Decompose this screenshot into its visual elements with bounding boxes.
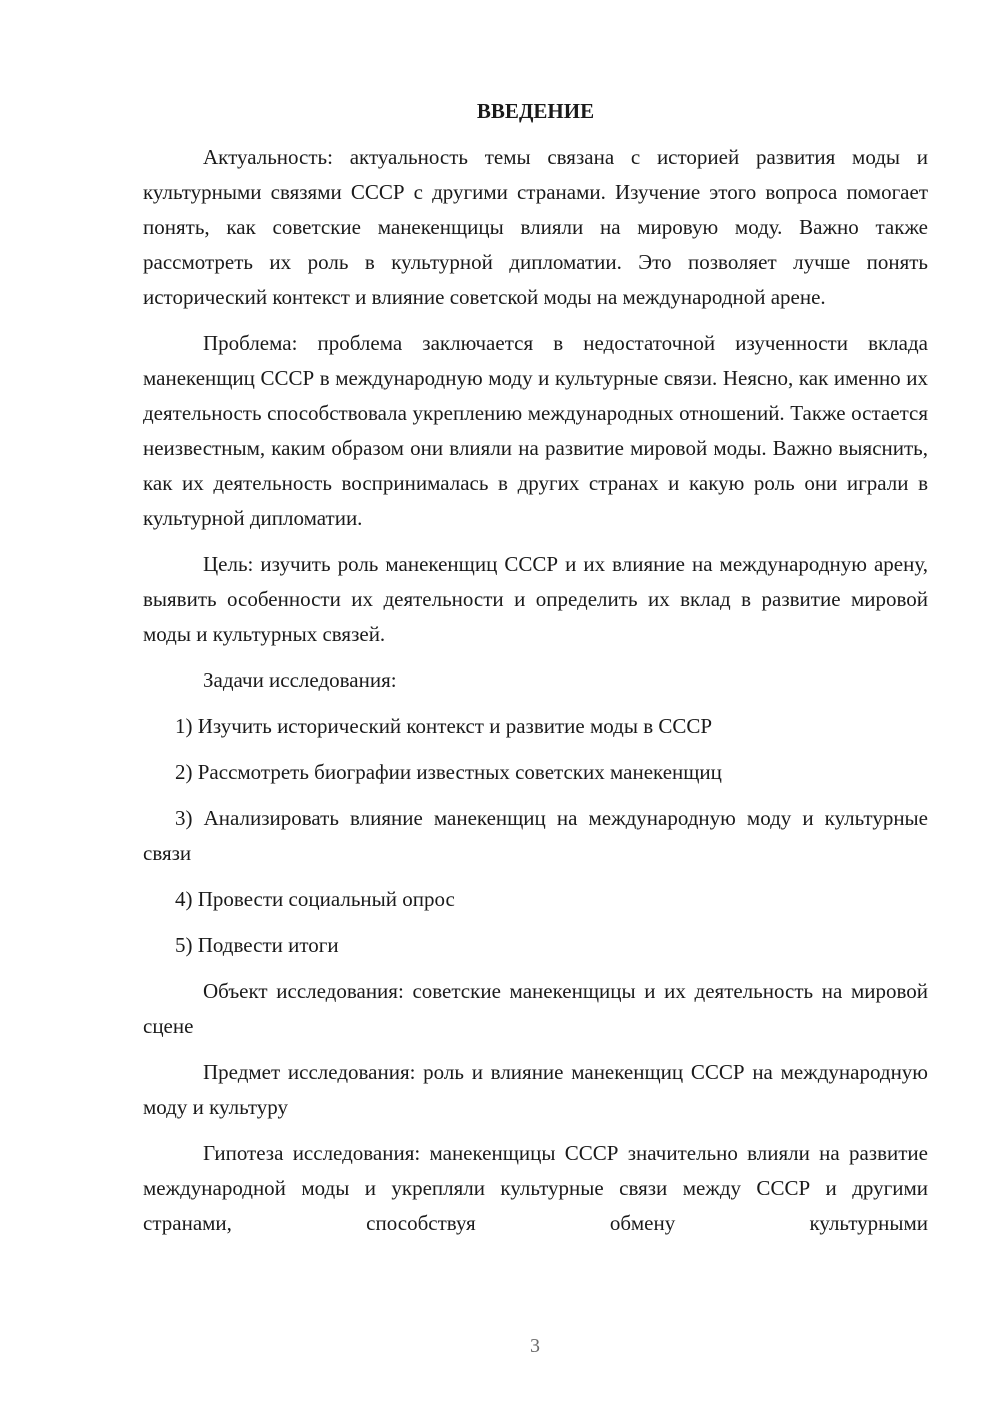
- task-item-3: 3) Анализировать влияние манекенщиц на международную моду и культурные связи: [143, 806, 928, 865]
- paragraph-problem: Проблема: проблема заключается в недостаточной изученности вклада манекенщиц СССР в международную моду и культурные связи. Неясно, как именно их деятельность способствовала укреплению международных отношений. Также остается неизвестным, каким образом они влияли на развитие мировой моды. Важно выяснить, как их деятельность воспринималась в других странах и какую роль они играли в культурной дипломатии.: [143, 331, 928, 530]
- paragraph-goal: Цель: изучить роль манекенщиц СССР и их влияние на международную арену, выявить особенности их деятельности и определить их вклад в развитие мировой моды и культурных связей.: [143, 552, 928, 646]
- paragraph-object: Объект исследования: советские манекенщицы и их деятельность на мировой сцене: [143, 979, 928, 1038]
- paragraph-relevance: Актуальность: актуальность темы связана с историей развития моды и культурными связями СССР с другими странами. Изучение этого вопроса помогает понять, как советские манекенщицы влияли на мировую моду. Важно также рассмотреть их роль в культурной дипломатии. Это позволяет лучше понять исторический контекст и влияние советской моды на международной арене.: [143, 145, 928, 309]
- document-page: [143, 96, 928, 1252]
- paragraph-hypothesis: Гипотеза исследования: манекенщицы СССР значительно влияли на развитие международной моды и укрепляли культурные связи между СССР и другими странами, способствуя обмену культурными: [143, 1141, 928, 1235]
- page-number: 3: [530, 1335, 540, 1357]
- task-item-1: 1) Изучить исторический контекст и развитие моды в СССР: [175, 714, 713, 738]
- section-heading: ВВЕДЕНИЕ: [476, 99, 595, 123]
- task-item-2: 2) Рассмотреть биографии известных советских манекенщиц: [175, 760, 722, 784]
- tasks-title: Задачи исследования:: [203, 668, 397, 692]
- paragraph-subject: Предмет исследования: роль и влияние манекенщиц СССР на международную моду и культуру: [143, 1060, 928, 1119]
- task-item-5: 5) Подвести итоги: [175, 933, 339, 957]
- task-item-4: 4) Провести социальный опрос: [175, 887, 455, 911]
